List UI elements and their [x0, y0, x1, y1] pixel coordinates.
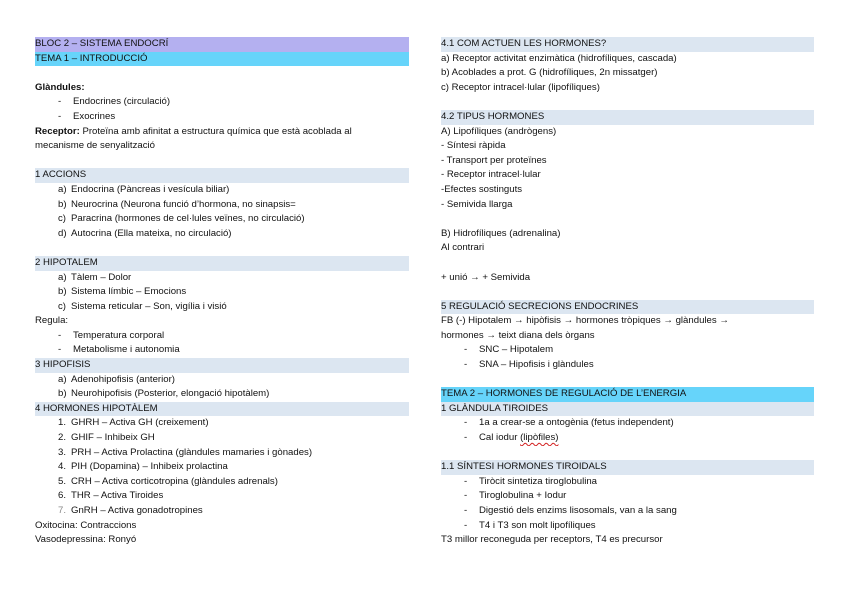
hidrofiliques-line: B) Hidrofíliques (adrenalina) — [441, 227, 561, 239]
contrari-line: Al contrari — [441, 242, 485, 254]
list-item: d) Autocrina (Ella mateixa, no circulació) — [58, 227, 232, 239]
oxitocina-line: Oxitocina: Contraccions — [35, 519, 137, 531]
bloc-heading: BLOC 2 – SISTEMA ENDOCRÍ — [35, 37, 409, 52]
list-item: c) Sistema reticular – Son, vigília i visió — [58, 300, 227, 312]
list-item: - Tiròcit sintetiza tiroglobulina — [464, 475, 598, 487]
list-item: - Transport per proteïnes — [441, 154, 547, 166]
glandules-title: Glàndules: — [35, 81, 85, 93]
list-item: a) Adenohipofisis (anterior) — [58, 373, 175, 385]
list-item: 3. PRH – Activa Prolactina (glàndules mamaries i gònades) — [58, 446, 313, 458]
list-item: - Receptor intracel·lular — [441, 169, 541, 181]
list-item: b) Sistema límbic – Emocions — [58, 286, 187, 298]
tiroides-heading: 1 GLÀNDULA TIROIDES — [441, 402, 814, 417]
list-item: - SNA – Hipofisis i glàndules — [464, 359, 594, 371]
list-item: - Semivida llarga — [441, 198, 513, 210]
list-item: - Síntesi ràpida — [441, 140, 506, 152]
list-item: - Exocrines — [58, 110, 116, 122]
list-item: - Temperatura corporal — [58, 329, 165, 341]
list-item: 2. GHIF – Inhibeix GH — [58, 432, 155, 444]
sintesi-heading: 1.1 SÍNTESI HORMONES TIROIDALS — [441, 460, 814, 475]
list-item: 5. CRH – Activa corticotropina (glàndules adrenals) — [58, 475, 278, 487]
left-column — [35, 37, 409, 548]
list-item: b) Acoblades a prot. G (hidrofíliques, 2n missatger) — [441, 67, 658, 79]
list-item: - T4 i T3 son molt lipofíliques — [464, 519, 596, 531]
tema2-heading: TEMA 2 – HORMONES DE REGULACIÓ DE L’ENERGIA — [441, 387, 814, 402]
tema-heading: TEMA 1 – INTRODUCCIÓ — [35, 52, 409, 67]
list-item: - SNC – Hipotalem — [464, 344, 554, 356]
list-item: 6. THR – Activa Tiroides — [58, 490, 164, 502]
list-item: - Digestió dels enzims lisosomals, van a la sang — [464, 505, 677, 516]
regulacio-line-cont: hormones → teixt diana dels òrgans — [441, 329, 595, 341]
list-item: - Tiroglobulina + Iodur — [464, 490, 567, 502]
com-actuen-heading: 4.1 COM ACTUEN LES HORMONES? — [441, 37, 814, 52]
list-item: -Efectes sostinguts — [441, 183, 523, 195]
vasopressina-line: Vasodepressina: Ronyó — [35, 534, 137, 546]
list-item: - Metabolisme i autonomia — [58, 344, 180, 356]
spellcheck-underlined-word: (lipòfiles) — [520, 432, 559, 444]
list-item: c) Receptor intracel·lular (lipofíliques) — [441, 81, 600, 93]
t3-line: T3 millor reconeguda per receptors, T4 es precursor — [441, 534, 663, 546]
list-item: a) Receptor activitat enzimàtica (hidrofíliques, cascada) — [441, 52, 677, 64]
list-item: 1. GHRH – Activa GH (creixement) — [58, 417, 209, 429]
receptor-definition-cont: mecanisme de senyalització — [35, 140, 155, 152]
regula-label: Regula: — [35, 315, 69, 327]
list-item: 4. PIH (Dopamina) – Inhibeix prolactina — [58, 461, 228, 473]
hipofisis-heading: 3 HIPOFISIS — [35, 358, 409, 373]
regulacio-line: FB (-) Hipotalem → hipòfisis → hormones tròpiques → glàndules → — [441, 315, 729, 327]
hormones-heading: 4 HORMONES HIPOTÀLEM — [35, 402, 409, 417]
list-item: - Endocrines (circulació) — [58, 96, 171, 108]
list-item: a) Endocrina (Pàncreas i vesícula biliar) — [58, 183, 230, 195]
tipus-heading: 4.2 TIPUS HORMONES — [441, 110, 814, 125]
list-item: A) Lipofíliques (andrògens) — [441, 125, 557, 137]
list-item: b) Neurohipofisis (Posterior, elongació hipotàlem) — [58, 388, 270, 400]
list-item: - Cal iodur (lipòfiles) — [464, 432, 559, 444]
list-item: 7. GnRH – Activa gonadotropines — [58, 505, 203, 516]
unio-line: + unió → + Semivida — [441, 271, 531, 283]
accions-heading: 1 ACCIONS — [35, 168, 409, 183]
regulacio-heading: 5 REGULACIÓ SECRECIONS ENDOCRINES — [441, 300, 814, 315]
receptor-definition: Receptor: Proteïna amb afinitat a estructura química que està acoblada al — [35, 125, 352, 137]
list-item: b) Neurocrina (Neurona funció d’hormona, no sinapsis= — [58, 198, 296, 210]
right-column — [441, 37, 814, 548]
list-item: - 1a a crear-se a ontogènia (fetus independent) — [464, 417, 674, 429]
hipotalem-heading: 2 HIPOTALEM — [35, 256, 409, 271]
list-item: c) Paracrina (hormones de cel·lules veïnes, no circulació) — [58, 213, 305, 225]
list-item: a) Tàlem – Dolor — [58, 271, 132, 283]
